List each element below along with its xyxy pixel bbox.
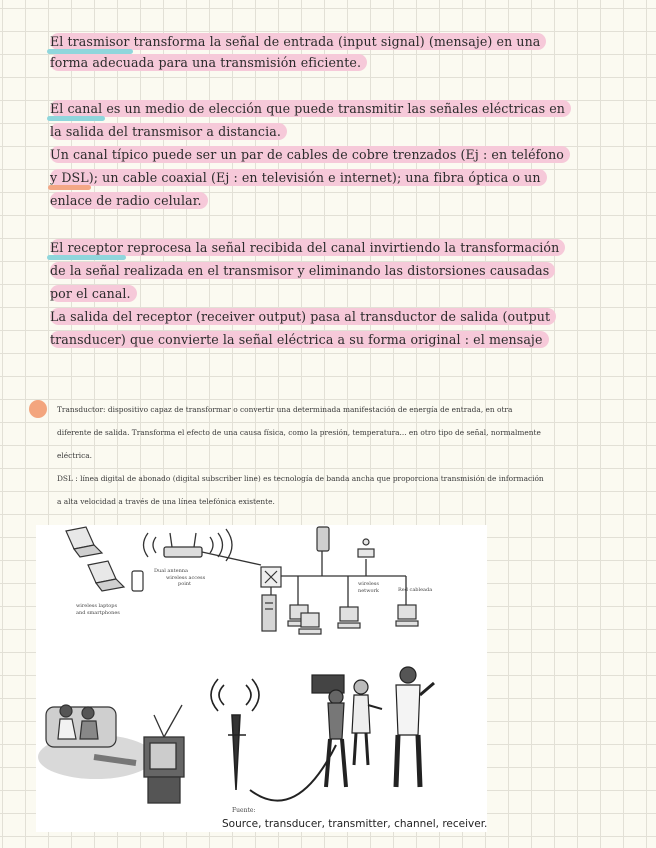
- interviewee-icon: [396, 667, 434, 787]
- figure-source-label: Fuente:: [232, 807, 256, 814]
- label-red-cableada: Red cableada: [398, 587, 433, 593]
- line: El canal es un medio de elección que puede transmitir las señales eléctricas en: [50, 100, 571, 118]
- switch-icon: [261, 567, 281, 587]
- line: forma adecuada para una transmisión eficiente.: [50, 54, 367, 72]
- term-canal: El canal: [50, 101, 103, 116]
- label-wireless: wireless: [358, 581, 379, 587]
- cameraman-icon: [312, 675, 346, 787]
- label-laptops: wireless laptops: [76, 603, 118, 609]
- reporter-icon: [352, 680, 382, 765]
- note-line: eléctrica.: [57, 451, 93, 460]
- laptop-icon: [66, 527, 102, 557]
- line: Un canal típico puede ser un par de cables de cobre trenzados (Ej : en teléfono: [50, 146, 570, 164]
- line: enlace de radio celular.: [50, 192, 208, 210]
- note-dsl: DSL : línea digital de abonado (digital subscriber line) es tecnología de banda ancha que proporciona transmisión de información: [57, 474, 544, 483]
- antenna-tower-icon: [211, 679, 259, 790]
- communication-figure: [36, 525, 487, 832]
- label-smartphones: and smartphones: [76, 610, 120, 616]
- note-line: a alta velocidad a través de una línea telefónica existente.: [57, 497, 275, 506]
- line: de la señal realizada en el transmisor y eliminando las distorsiones causadas: [50, 262, 555, 280]
- figure-caption: Source, transducer, transmitter, channel, receiver.: [222, 818, 488, 830]
- computer-icon: [288, 605, 321, 634]
- computer-icon: [396, 605, 418, 626]
- label-access-point-2: point: [178, 581, 192, 587]
- term-receptor: El receptor: [50, 240, 124, 255]
- router-icon: [358, 539, 374, 557]
- smartphone-icon: [132, 571, 143, 591]
- bullet-dot: [29, 400, 47, 418]
- cable: [250, 745, 336, 801]
- note-line: diferente de salida. Transforma el efecto de una causa física, como la presión, temperatura... en otro tipo de señal, normalmente: [57, 428, 541, 437]
- tv-icon: [144, 705, 184, 803]
- note-transductor: Transductor: dispositivo capaz de transformar o convertir una determinada manifestación de energía de entrada, en otra: [57, 405, 513, 414]
- network-illustration: [36, 525, 487, 832]
- term-dsl: y DSL: [50, 170, 89, 185]
- line: por el canal.: [50, 285, 137, 303]
- line: La salida del receptor (receiver output) pasa al transductor de salida (output: [50, 308, 556, 326]
- line: la salida del transmisor a distancia.: [50, 123, 287, 141]
- server-icon: [262, 595, 276, 631]
- sofa-people-icon: [38, 705, 154, 779]
- label-access-point: wireless access: [166, 575, 206, 581]
- computer-icon: [338, 607, 360, 628]
- network-cables: [202, 545, 406, 607]
- term-trasmisor: El trasmisor: [50, 34, 130, 49]
- label-dual-antenna: Dual antenna: [154, 568, 188, 574]
- laptop-icon: [88, 561, 124, 591]
- label-wireless-network: network: [358, 588, 379, 594]
- phone-icon: [317, 527, 329, 551]
- line: El trasmisor transforma la señal de entrada (input signal) (mensaje) en una: [50, 33, 546, 51]
- line: y DSL); un cable coaxial (Ej : en televisión e internet); una fibra óptica o un: [50, 169, 547, 187]
- line: transducer) que convierte la señal eléctrica a su forma original : el mensaje: [50, 331, 549, 349]
- line: El receptor reprocesa la señal recibida del canal invirtiendo la transformación: [50, 239, 565, 257]
